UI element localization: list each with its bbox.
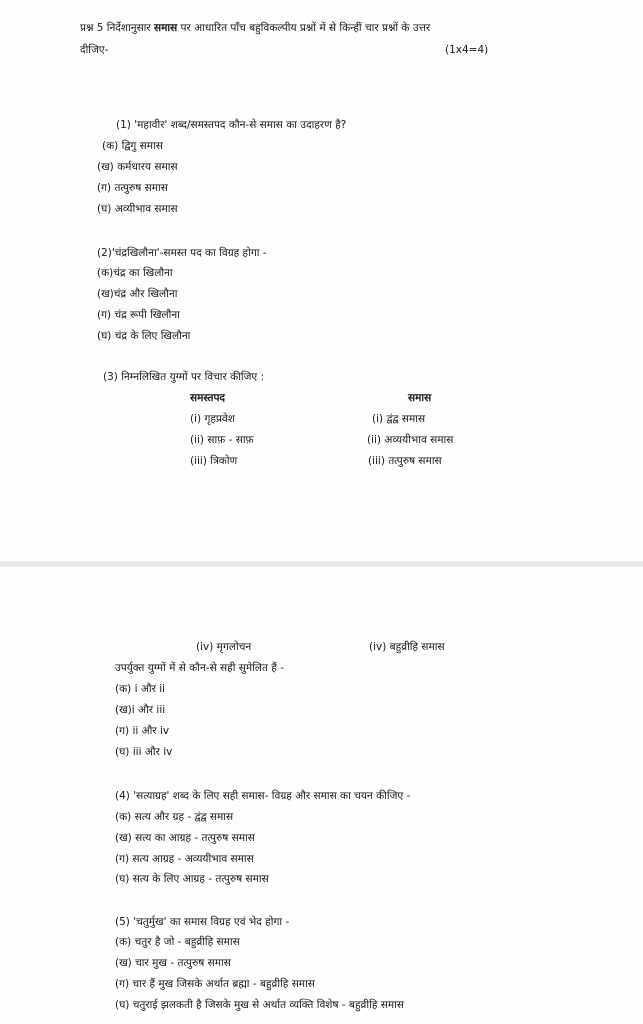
- pair-right: (iv) बहुव्रीहि समास: [369, 641, 445, 653]
- q2-option: (ग) चंद्र रूपी खिलौना: [97, 309, 180, 321]
- instruction-text: प्रश्न 5 निर्देशानुसार: [80, 22, 155, 34]
- pair-right: (i) द्वंद्व समास: [372, 413, 426, 425]
- q4-option: (क) सत्य और ग्रह - द्वंद्व समास: [115, 811, 234, 823]
- question-1: (1) 'महावीर' शब्द/समस्तपद कौन-से समास का उदाहरण है?: [116, 119, 347, 131]
- pair-left: (i) गृहप्रवेश: [190, 413, 235, 425]
- q5-option: (घ) चतुराई झलकती है जिसके मुख से अर्थात व्यक्ति विशेष - बहुव्रीहि समास: [115, 999, 404, 1011]
- q2-option: (घ) चंद्र के लिए खिलौना: [97, 330, 191, 342]
- column-header-samas: समास: [408, 392, 432, 404]
- q2-option: (क)चंद्र का खिलौना: [97, 267, 173, 279]
- pair-right: (iii) तत्पुरुष समास: [368, 455, 442, 467]
- column-header-samastpad: समस्तपद: [190, 392, 225, 404]
- q2-option: (ख)चंद्र और खिलौना: [97, 288, 178, 300]
- marks: (1x4=4): [445, 44, 489, 56]
- q1-option: (घ) अव्यीभाव समास: [97, 203, 178, 215]
- q3-prompt: उपर्युक्त युग्मों में से कौन-से सही सुमेलित हैं -: [115, 662, 284, 674]
- question-5: (5) 'चतुर्मुख' का समास विग्रह एवं भेद होगा -: [115, 916, 290, 928]
- q1-option: (क) द्विगु समास: [102, 140, 163, 152]
- q5-option: (क) चतुर है जो - बहुव्रीहि समास: [115, 936, 240, 948]
- q4-option: (घ) सत्य के लिए आग्रह - तत्पुरुष समास: [115, 873, 269, 885]
- question-3: (3) निम्नलिखित युग्मों पर विचार कीजिए :: [103, 371, 265, 383]
- pair-left: (iv) मृगलोचन: [196, 641, 252, 653]
- q5-option: (ख) चार मुख - तत्पुरुष समास: [115, 957, 231, 969]
- q3-option: (ग) ii और iv: [115, 725, 170, 737]
- q3-option: (ख)i और iii: [115, 704, 166, 716]
- q3-option: (क) i और ii: [115, 683, 166, 695]
- question-2: (2)'चंद्रखिलौना'-समस्त पद का विग्रह होगा -: [97, 247, 267, 259]
- q5-option: (ग) चार हैं मुख जिसके अर्थात ब्रह्मा - बहुव्रीहि समास: [115, 978, 315, 990]
- page-separator: [0, 561, 643, 567]
- pair-right: (ii) अव्ययीभाव समास: [367, 434, 454, 446]
- instruction-text: पर आधारित पाँच बहुविकल्पीय प्रश्नों में से किन्हीं चार प्रश्नों के उत्तर: [177, 22, 431, 34]
- q1-option: (ग) तत्पुरुष समास: [97, 182, 168, 194]
- pair-left: (ii) साफ़ - साफ़: [190, 434, 254, 446]
- instruction-line-2: दीजिए-: [80, 44, 109, 56]
- q3-option: (घ) iii और iv: [115, 746, 173, 758]
- question-4: (4) 'सत्याग्रह' शब्द के लिए सही समास- विग्रह और समास का चयन कीजिए -: [115, 790, 411, 802]
- q1-option: (ख) कर्मधारय समास: [97, 161, 178, 173]
- q4-option: (ख) सत्य का आग्रह - तत्पुरुष समास: [115, 832, 255, 844]
- instruction-bold: समास: [154, 22, 178, 34]
- instruction-line-1: [80, 20, 430, 36]
- q4-option: (ग) सत्य आग्रह - अव्ययीभाव समास: [115, 853, 254, 865]
- pair-left: (iii) त्रिकोण: [190, 455, 238, 467]
